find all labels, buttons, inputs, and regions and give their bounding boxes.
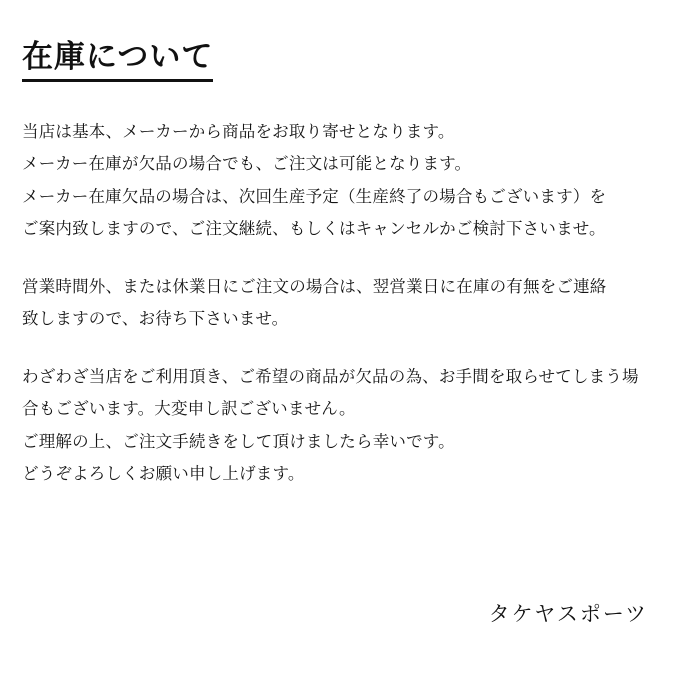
paragraph-stock-policy: [22, 116, 678, 245]
paragraph-line: どうぞよろしくお願い申し上げます。: [22, 464, 305, 483]
paragraph-apology: [22, 361, 678, 490]
paragraph-line: ご案内致しますので、ご注文継続、もしくはキャンセルかご検討下さいませ。: [22, 219, 606, 238]
paragraph-line: わざわざ当店をご利用頂き、ご希望の商品が欠品の為、お手間を取らせてしまう場: [22, 368, 639, 387]
paragraph-line: メーカー在庫が欠品の場合でも、ご注文は可能となります。: [22, 155, 472, 174]
paragraph-business-hours: [22, 271, 678, 335]
shop-signature: タケヤスポーツ: [488, 603, 648, 626]
paragraph-line: メーカー在庫欠品の場合は、次回生産予定（生産終了の場合もございます）を: [22, 187, 607, 206]
paragraph-line: ご理解の上、ご注文手続きをして頂けましたら幸いです。: [22, 432, 455, 451]
page-title: 在庫について: [22, 38, 213, 82]
paragraph-line: 当店は基本、メーカーから商品をお取り寄せとなります。: [22, 123, 455, 142]
paragraph-line: 営業時間外、または休業日にご注文の場合は、翌営業日に在庫の有無をご連絡: [22, 277, 607, 296]
paragraph-line: 合もございます。大変申し訳ございません。: [22, 400, 356, 419]
paragraph-line: 致しますので、お待ち下さいませ。: [22, 310, 289, 329]
